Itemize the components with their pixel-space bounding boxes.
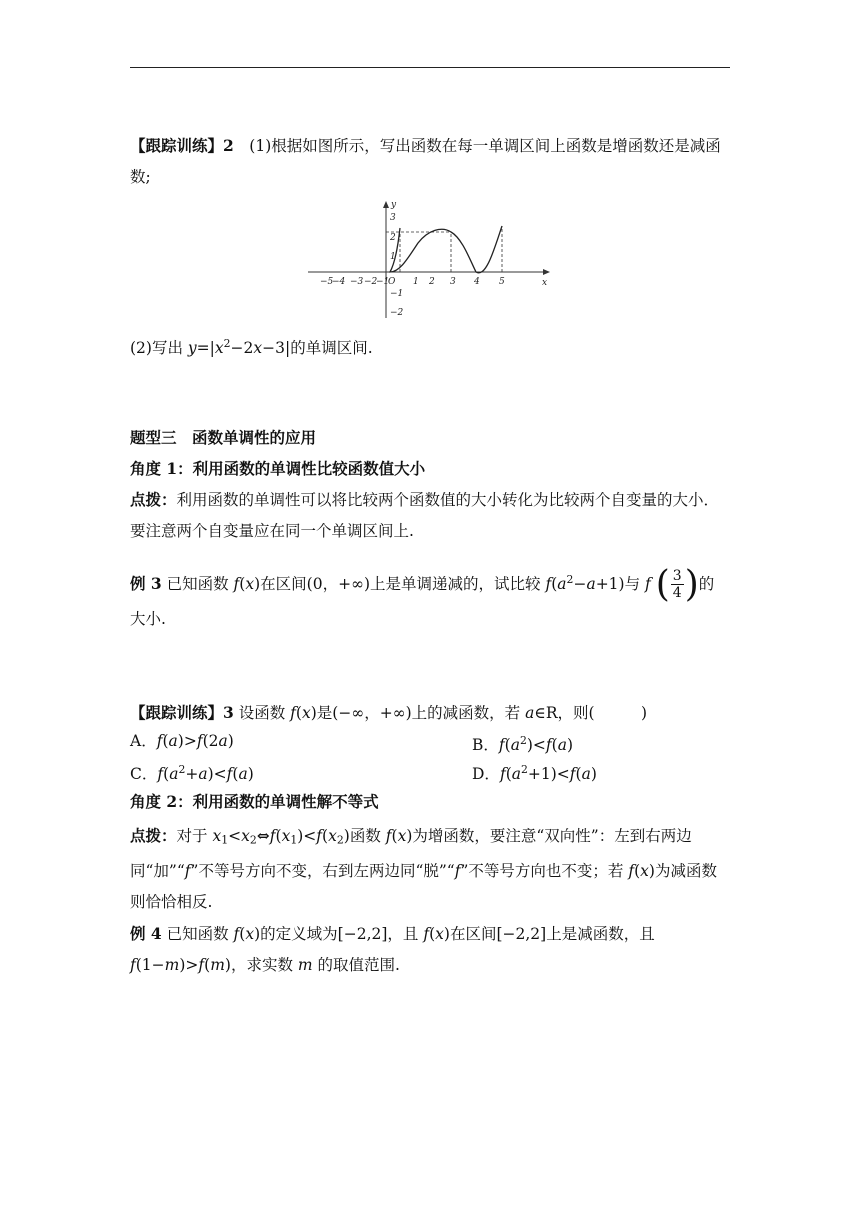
x-tick: −5 (320, 277, 334, 287)
guide-lines (386, 226, 502, 272)
tip1: 点拨：利用函数的单调性可以将比较两个函数值的大小转化为比较两个自变量的大小．要注意两个自变量应在同一个单调区间上. (130, 490, 720, 540)
function-graph (300, 198, 555, 322)
x-tick: −1 (376, 277, 390, 287)
y-tick: 1 (390, 252, 396, 262)
track2-q2: (2)写出 $y=|x^2-2x-3|$的单调区间. (130, 337, 373, 357)
option-b[interactable]: B．$f(a^2)<f(a)$ (472, 734, 574, 754)
tip2: 点拨：对于 $x_1<x_2\Leftrightarrow f(x_1)<f(x_2)$函数 f(x)为增函数，要注意“双向性”：左到右两边同“加”“f”不等号方向不变，右到左两边同“脱”“f”不等号方向也不变；若 f(x)为减函数则恰恰相反. (130, 826, 717, 911)
track2-question (130, 130, 730, 193)
x-axis-arrow (543, 269, 550, 275)
y-tick: 3 (390, 213, 396, 223)
x-tick: 4 (474, 277, 480, 287)
angle2-title: 角度 2：利用函数的单调性解不等式 (130, 792, 379, 811)
x-tick: 1 (413, 277, 419, 287)
track2-text: (1)根据如图所示，写出函数在每一单调区间上函数是增函数还是减函数; (130, 137, 721, 186)
section3-title: 题型三 函数单调性的应用 (130, 428, 317, 447)
x-tick: 5 (499, 277, 505, 287)
track2-tag: 【跟踪训练】2 (130, 136, 234, 155)
x-tick: 2 (429, 277, 435, 287)
track3-question: 【跟踪训练】3 设函数 f(x)是(−∞，+∞)上的减函数，若 a∈R，则( ) (130, 703, 648, 722)
option-a[interactable]: A．f(a)>f(2a) (130, 732, 234, 750)
fraction-3-4: $\frac{3}{4}$ (672, 568, 682, 602)
x-tick: −2 (364, 277, 378, 287)
x-tick: −4 (332, 277, 346, 287)
angle1-title: 角度 1：利用函数的单调性比较函数值大小 (130, 459, 426, 478)
option-c[interactable]: C．$f(a^2+a)<f(a)$ (130, 763, 254, 783)
function-curve (390, 226, 502, 273)
y-axis-label: y (391, 200, 397, 210)
y-tick: 2 (390, 233, 396, 243)
x-tick: −3 (350, 277, 364, 287)
option-d[interactable]: D．$f(a^2+1)<f(a)$ (472, 763, 597, 783)
example4: 例 4 已知函数 f(x)的定义域为[−2,2]，且 f(x)在区间[−2,2]上是减函数，且 f(1−m)>f(m)，求实数 m 的取值范围. (130, 924, 655, 974)
x-tick: 3 (450, 277, 456, 287)
example3: 例 3 已知函数 f(x)在区间(0，+∞)上是单调递减的，试比较 $f(a^2-a+1)$与 f ( $\frac{3}{4}$ )的 (130, 563, 715, 605)
x-axis-label: x (542, 278, 548, 288)
header-rule (130, 67, 730, 68)
y-tick: −2 (390, 308, 404, 318)
y-tick: −1 (390, 289, 404, 299)
y-axis-arrow (383, 201, 389, 208)
example3-cont: 大小. (130, 610, 166, 628)
origin-label: O (388, 277, 396, 287)
